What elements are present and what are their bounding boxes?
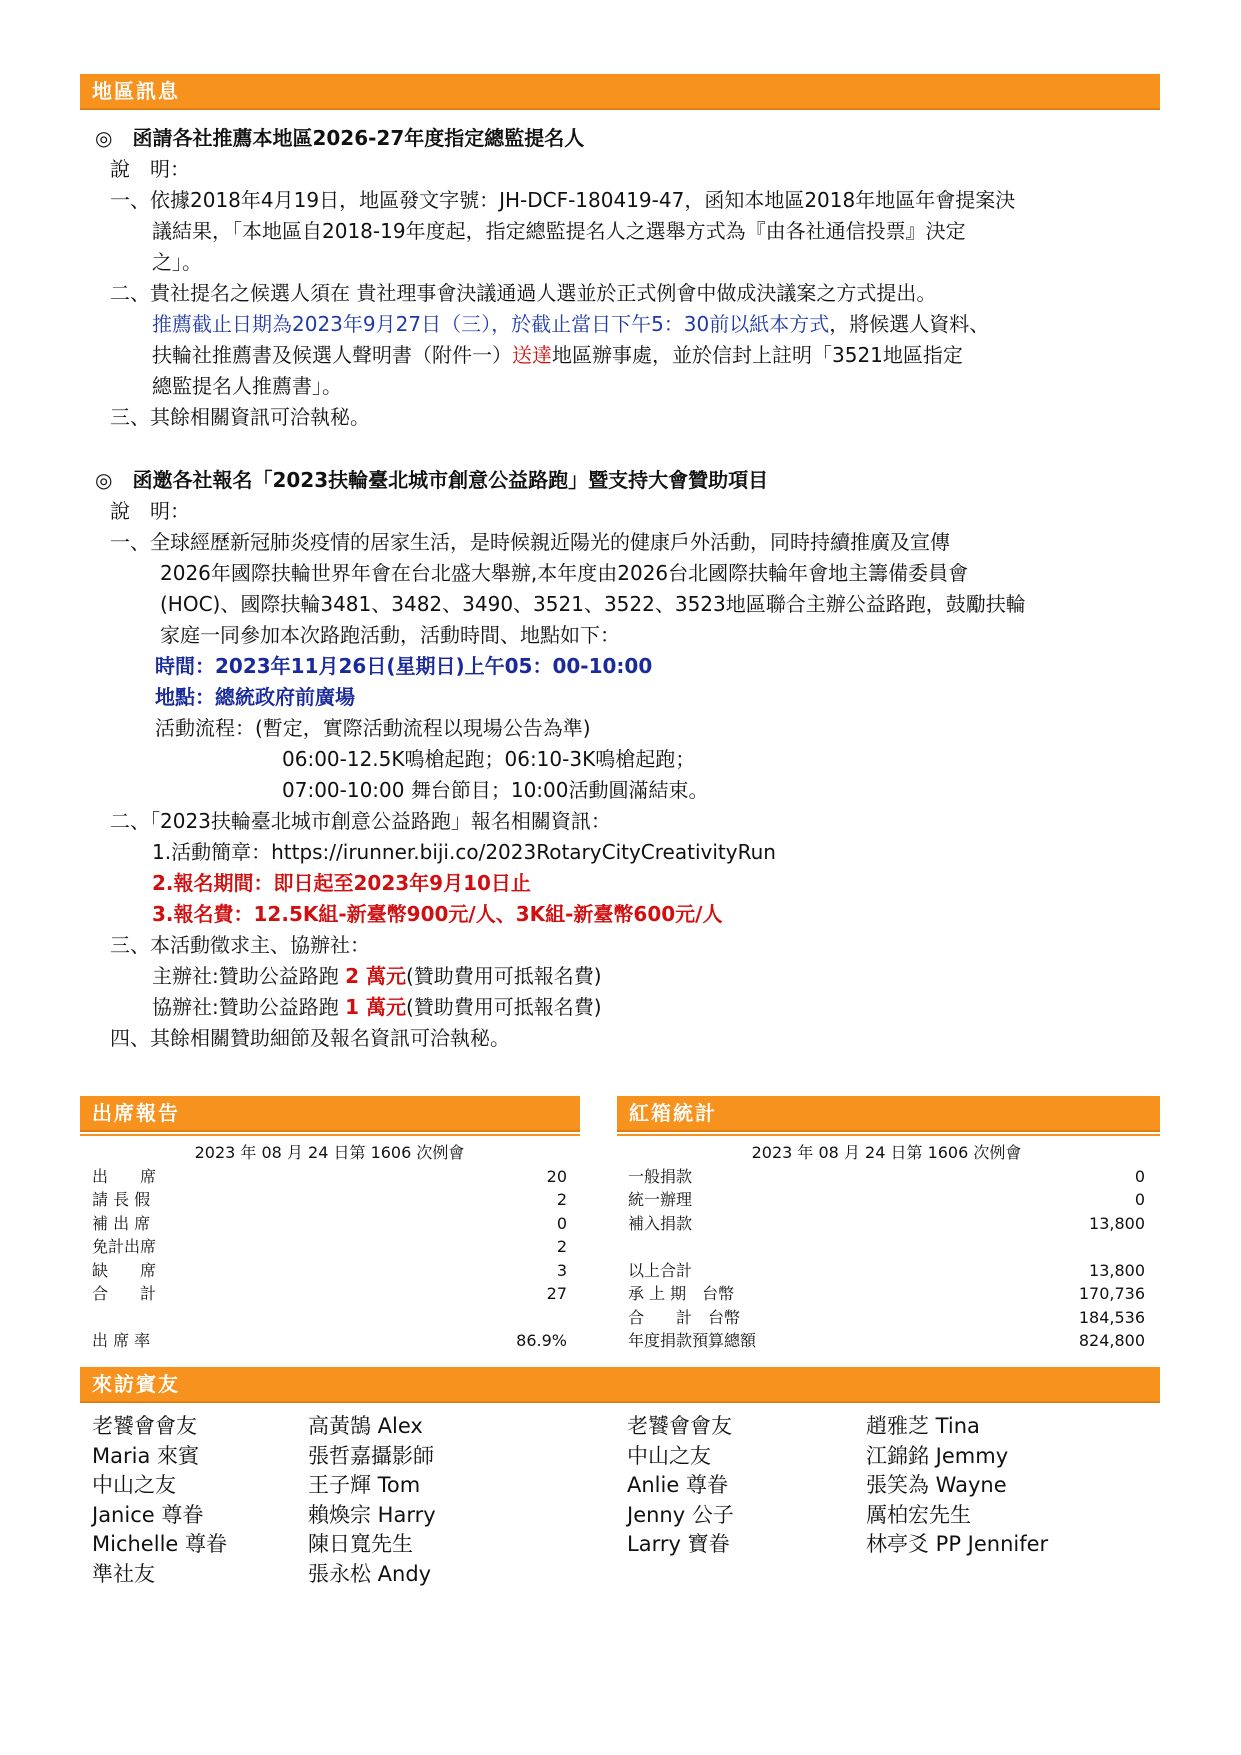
visitor-name: Jenny 公子: [627, 1502, 734, 1527]
section2-note-label: 說 明：: [110, 499, 190, 523]
section1-p2-line3: [152, 340, 963, 371]
attendance-row-label: 合 計: [92, 1284, 157, 1303]
redbox-divider: [617, 1134, 1160, 1136]
visitor-name: 張笑為 Wayne: [866, 1473, 1007, 1497]
redbox-header: 紅箱統計: [617, 1096, 1160, 1132]
visitor-name: 張哲嘉攝影師: [308, 1443, 434, 1468]
attendance-row-label: 免計出席: [92, 1237, 157, 1256]
attendance-row-value: 3: [556, 1260, 567, 1280]
section1-note-label: 說 明：: [110, 157, 190, 181]
visitors-column-3: [627, 1412, 734, 1560]
deadline-text: 推薦截止日期為2023年9月27日（三），於截止當日下午5：30前以紙本方式: [152, 312, 830, 336]
registration-period: 2.報名期間：即日起至2023年9月10日止: [152, 871, 531, 895]
host-amount: 2 萬元: [345, 964, 406, 988]
attendance-row-label: 請 長 假: [92, 1190, 151, 1209]
event-time: 時間：2023年11月26日(星期日)上午05：00-10:00: [155, 654, 653, 678]
section1-p2-line1: 二、貴社提名之候選人須在 貴社理事會決議通過人選並於正式例會中做成決議案之方式提出。: [110, 281, 937, 305]
attendance-row-value: 20: [546, 1166, 567, 1186]
redbox-row: [628, 1282, 1145, 1306]
attendance-caption: 2023 年 08 月 24 日第 1606 次例會: [194, 1143, 465, 1162]
visitor-name: 厲柏宏先生: [866, 1502, 971, 1527]
section2-title: ◎ 函邀各社報名「2023扶輪臺北城市創意公益路跑」暨支持大會贊助項目: [95, 468, 769, 492]
visitor-name: 中山之友: [627, 1443, 711, 1468]
visitor-name: 老饕會會友: [627, 1414, 732, 1438]
visitor-name: 賴煥宗 Harry: [308, 1502, 436, 1527]
visitor-name: 老饕會會友: [92, 1414, 197, 1438]
visitor-name: 江錦銘 Jemmy: [866, 1443, 1009, 1468]
section2-p1-line4: 家庭一同參加本次路跑活動，活動時間、地點如下：: [160, 623, 620, 647]
redbox-row-value: 13,800: [1089, 1260, 1145, 1280]
section1-title: ◎ 函請各社推薦本地區2026-27年度指定總監提名人: [95, 126, 585, 150]
attendance-row-label: 出 席 率: [92, 1331, 151, 1350]
redbox-row-label: 一般捐款: [628, 1166, 693, 1186]
host-club-sponsor: 主辦社:贊助公益路跑 2 萬元(贊助費用可抵報名費): [152, 964, 602, 988]
visitor-name: Anlie 尊眷: [627, 1473, 728, 1497]
attendance-row: [92, 1235, 567, 1259]
redbox-row-value: 0: [1134, 1190, 1145, 1209]
attendance-row-label: 出 席: [92, 1166, 157, 1186]
attendance-table: [92, 1141, 567, 1353]
visitor-name: Janice 尊眷: [92, 1502, 204, 1527]
visitor-name: 王子輝 Tom: [308, 1473, 421, 1497]
attendance-row-value: 86.9%: [516, 1331, 567, 1350]
section2-p1-line3: (HOC)、國際扶輪3481、3482、3490、3521、3522、3523地區聯合主辦公益路跑，鼓勵扶輪: [160, 592, 1026, 616]
redbox-row-value: 0: [1134, 1166, 1145, 1186]
co-host-club-sponsor: 協辦社:贊助公益路跑 1 萬元(贊助費用可抵報名費): [152, 995, 602, 1019]
attendance-row: [92, 1259, 567, 1283]
co-host-amount: 1 萬元: [345, 995, 406, 1019]
attendance-row: [92, 1306, 567, 1330]
redbox-table: [628, 1141, 1145, 1353]
attendance-row: [92, 1212, 567, 1236]
redbox-row: [628, 1212, 1145, 1236]
attendance-header: 出席報告: [80, 1096, 580, 1132]
section1-p1-line2: 議結果，「本地區自2018-19年度起，指定總監提名人之選舉方式為『由各社通信投票』決定: [152, 219, 966, 243]
redbox-caption: 2023 年 08 月 24 日第 1606 次例會: [751, 1143, 1022, 1162]
attendance-row-label: 補 出 席: [92, 1213, 151, 1233]
event-place: 地點：總統政府前廣場: [155, 685, 355, 709]
redbox-row-value: 184,536: [1078, 1307, 1145, 1327]
section1-p1-line1: 一、依據2018年4月19日，地區發文字號：JH-DCF-180419-47，函知本地區2018年地區年會提案決: [110, 188, 1016, 212]
section2-p1-line1: 一、全球經歷新冠肺炎疫情的居家生活，是時候親近陽光的健康戶外活動，同時持續推廣及宣傳: [110, 530, 950, 554]
event-flow-2: 07:00-10:00 舞台節目；10:00活動圓滿結束。: [282, 778, 709, 802]
visitor-name: 趙雅芝 Tina: [866, 1414, 980, 1438]
redbox-row: [628, 1235, 1145, 1259]
attendance-row: [92, 1188, 567, 1212]
section2-p3: 三、本活動徵求主、協辦社：: [110, 933, 370, 957]
visitors-column-2: [308, 1412, 436, 1589]
visitor-name: 張永松 Andy: [308, 1561, 432, 1586]
attendance-divider: [80, 1134, 580, 1136]
redbox-row: [628, 1329, 1145, 1353]
line3-part-a: 扶輪社推薦書及候選人聲明書（附件一）: [152, 343, 512, 367]
redbox-row-value: 170,736: [1078, 1284, 1145, 1303]
section2-p1-line2: 2026年國際扶輪世界年會在台北盛大舉辦,本年度由2026台北國際扶輪年會地主籌備委員會: [160, 561, 969, 585]
redbox-row: [628, 1165, 1145, 1189]
redbox-row: [628, 1306, 1145, 1330]
attendance-row-value: 2: [556, 1190, 567, 1209]
attendance-row: [92, 1329, 567, 1353]
redbox-row-label: 以上合計: [628, 1260, 693, 1280]
section1-p2-line2: [152, 309, 989, 340]
redbox-row-label: 年度捐款預算總額: [628, 1331, 757, 1350]
visitor-name: Maria 來賓: [92, 1443, 199, 1468]
deliver-text: 送達: [512, 343, 552, 367]
registration-link[interactable]: 1.活動簡章：https://irunner.biji.co/2023RotaryCityCreativityRun: [152, 840, 776, 864]
visitors-column-1: [92, 1412, 227, 1589]
visitors-column-4: [866, 1412, 1048, 1560]
visitor-name: 林亭爻 PP Jennifer: [866, 1532, 1049, 1556]
redbox-row-label: 合 計 台幣: [628, 1307, 741, 1327]
attendance-row: [92, 1165, 567, 1189]
redbox-row-label: 統一辦理: [628, 1190, 693, 1209]
redbox-row: [628, 1259, 1145, 1283]
attendance-row: [92, 1282, 567, 1306]
line3-part-b: 地區辦事處，並於信封上註明「3521地區指定: [552, 343, 963, 367]
section1-p2-line4: 總監提名人推薦書」。: [152, 374, 342, 398]
visitor-name: 準社友: [92, 1561, 155, 1586]
attendance-row-value: 27: [546, 1284, 567, 1303]
deadline-rest: ，將候選人資料、: [829, 312, 990, 336]
attendance-row-value: 2: [556, 1237, 567, 1256]
redbox-row-label: 補入捐款: [628, 1213, 693, 1233]
attendance-row-label: 缺 席: [92, 1260, 157, 1280]
visitors-list: [92, 1412, 1152, 1602]
visitors-header: 來訪賓友: [80, 1367, 1160, 1403]
section2-p2: 二、「2023扶輪臺北城市創意公益路跑」報名相關資訊：: [110, 809, 611, 833]
redbox-row-value: 824,800: [1078, 1331, 1145, 1350]
visitor-name: 陳日寬先生: [308, 1532, 413, 1556]
registration-fee: 3.報名費：12.5K組-新臺幣900元/人、3K組-新臺幣600元/人: [152, 902, 723, 926]
visitor-name: Michelle 尊眷: [92, 1532, 227, 1556]
attendance-row-value: 0: [556, 1213, 567, 1233]
redbox-row: [628, 1188, 1145, 1212]
visitor-name: Larry 寶眷: [627, 1532, 730, 1556]
district-info-header: 地區訊息: [80, 74, 1160, 110]
visitor-name: 高黃鵠 Alex: [308, 1414, 423, 1438]
section2-p4: 四、其餘相關贊助細節及報名資訊可洽執秘。: [110, 1026, 510, 1050]
visitor-name: 中山之友: [92, 1473, 176, 1497]
redbox-row-label: 承 上 期 台幣: [628, 1284, 735, 1303]
event-flow: 活動流程：(暫定，實際活動流程以現場公告為準): [155, 716, 591, 740]
section1-p3: 三、其餘相關資訊可洽執秘。: [110, 405, 370, 429]
section1-p1-line3: 之」。: [152, 250, 202, 274]
event-flow-1: 06:00-12.5K鳴槍起跑；06:10-3K鳴槍起跑；: [282, 747, 696, 771]
redbox-row-value: 13,800: [1089, 1213, 1145, 1233]
